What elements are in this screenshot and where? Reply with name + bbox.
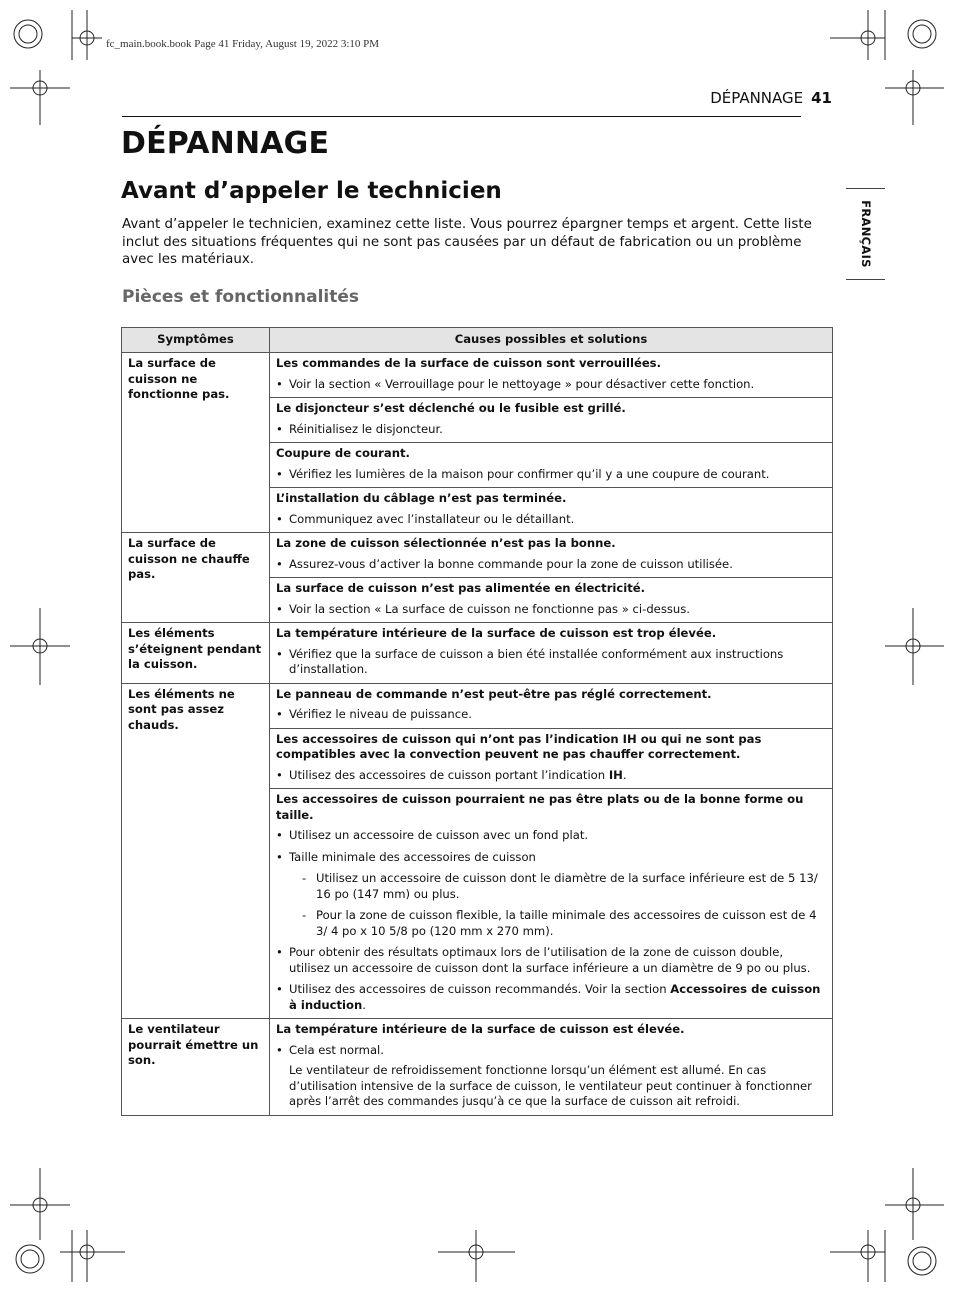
solution-item: • Pour obtenir des résultats optimaux lors de l’utilisation de la zone de cuisson double, utilisez un accessoire de cuisson dont la surface inférieure a un diamètre de 9 po ou plus. <box>276 945 826 976</box>
symptom-cell: Les éléments ne sont pas assez chauds. <box>122 683 270 1019</box>
solution-item: • Voir la section « La surface de cuisson ne fonctionne pas » ci-dessus. <box>276 602 826 618</box>
cause-cell <box>270 683 833 728</box>
cause-text: La température intérieure de la surface de cuisson est élevée. <box>276 1022 685 1036</box>
symptom-cell: Le ventilateur pourrait émettre un son. <box>122 1019 270 1116</box>
symptom-cell: Les éléments s’éteignent pendant la cuisson. <box>122 623 270 684</box>
cause-text: Le panneau de commande n’est peut-être pas réglé correctement. <box>276 686 712 701</box>
solution-item: • Assurez-vous d’activer la bonne commande pour la zone de cuisson utilisée. <box>276 557 826 573</box>
solution-item: • Utilisez un accessoire de cuisson avec un fond plat. <box>276 828 826 844</box>
cause-cell <box>270 578 833 623</box>
solution-item: • Communiquez avec l’installateur ou le détaillant. <box>276 512 826 528</box>
running-header-section: DÉPANNAGE <box>710 89 804 107</box>
cause-text: La zone de cuisson sélectionnée n’est pas la bonne. <box>276 536 616 550</box>
solution-item: • Taille minimale des accessoires de cuisson - Utilisez un accessoire de cuisson dont le diamètre de la surface inférieure est de 5 13/ 16 po (147 mm) ou plus. - Pour la zone de cuisson flexible, la taille minimale des accessoires de cuisson est de 4 3/ 4 po x 10 5/8 po (120 mm x 270 mm). <box>276 850 826 940</box>
cause-text: Les accessoires de cuisson pourraient ne pas être plats ou de la bonne forme ou taille. <box>276 792 804 822</box>
cause-cell <box>270 353 833 398</box>
cause-text: Le disjoncteur s’est déclenché ou le fusible est grillé. <box>276 401 626 415</box>
cause-cell <box>270 443 833 488</box>
table-row <box>122 683 833 728</box>
solution-item: • Vérifiez que la surface de cuisson a bien été installée conformément aux instructions d’installation. <box>276 647 826 678</box>
language-tab-label: FRANÇAIS <box>858 200 873 268</box>
table-row <box>122 353 833 398</box>
language-tab <box>846 188 885 280</box>
sub-solution-item: - Utilisez un accessoire de cuisson dont le diamètre de la surface inférieure est de 5 13/ 16 po (147 mm) ou plus. <box>289 871 826 902</box>
cause-text: Coupure de courant. <box>276 446 410 460</box>
print-slug: fc_main.book.book Page 41 Friday, August 19, 2022 3:10 PM <box>106 38 380 50</box>
solution-item: • Voir la section « Verrouillage pour le nettoyage » pour désactiver cette fonction. <box>276 377 826 393</box>
table-row <box>122 533 833 578</box>
cause-text: Les accessoires de cuisson qui n’ont pas l’indication IH ou qui ne sont pas compatibles avec la convection peuvent ne pas chauffer correctement. <box>276 731 762 761</box>
section-heading: Pièces et fonctionnalités <box>122 287 360 307</box>
cause-text: La température intérieure de la surface de cuisson est trop élevée. <box>276 626 717 640</box>
solution-note: Le ventilateur de refroidissement fonctionne lorsqu’un élément est allumé. En cas d’utilisation intensive de la surface de cuisson, le ventilateur peut continuer à fonctionner après l’arrêt des commandes jusqu’à ce que la surface de cuisson ait refroidi. <box>289 1063 812 1108</box>
column-header-causes: Causes possibles et solutions <box>270 328 833 353</box>
cause-cell <box>270 488 833 533</box>
cause-cell <box>270 533 833 578</box>
solution-item: • Vérifiez les lumières de la maison pour confirmer qu’il y a une coupure de courant. <box>276 467 826 483</box>
intro-paragraph: Avant d’appeler le technicien, examinez cette liste. Vous pourrez épargner temps et argent. Cette liste inclut des situations fréquentes qui ne sont pas causées par un défaut de fabrication ou un problème avec les matériaux. <box>122 217 812 267</box>
cause-cell <box>270 623 833 684</box>
troubleshooting-table <box>121 327 833 1116</box>
table-header-row <box>122 328 833 353</box>
page-title: DÉPANNAGE <box>121 126 330 161</box>
cause-cell <box>270 728 833 789</box>
page-number: 41 <box>811 89 832 107</box>
cause-cell <box>270 398 833 443</box>
solution-item: • Réinitialisez le disjoncteur. <box>276 422 826 438</box>
cause-text: Les commandes de la surface de cuisson sont verrouillées. <box>276 356 661 370</box>
solution-item: • Utilisez des accessoires de cuisson portant l’indication IH. <box>276 768 826 784</box>
cause-text: L’installation du câblage n’est pas terminée. <box>276 491 567 505</box>
cause-text: La surface de cuisson n’est pas alimentée en électricité. <box>276 581 646 595</box>
solution-item: • Cela est normal. Le ventilateur de refroidissement fonctionne lorsqu’un élément est allumé. En cas d’utilisation intensive de la surface de cuisson, le ventilateur peut continuer à fonctionner après l’arrêt des commandes jusqu’à ce que la surface de cuisson ait refroidi. <box>276 1043 826 1110</box>
table-row <box>122 1019 833 1116</box>
running-header <box>710 89 832 107</box>
table-row <box>122 623 833 684</box>
solution-item: • Utilisez des accessoires de cuisson recommandés. Voir la section Accessoires de cuisson à induction. <box>276 982 826 1013</box>
header-rule <box>122 116 801 117</box>
symptom-cell: La surface de cuisson ne fonctionne pas. <box>122 353 270 533</box>
section-subtitle: Avant d’appeler le technicien <box>121 178 502 204</box>
symptom-cell: La surface de cuisson ne chauffe pas. <box>122 533 270 623</box>
sub-solution-item: - Pour la zone de cuisson flexible, la taille minimale des accessoires de cuisson est de 4 3/ 4 po x 10 5/8 po (120 mm x 270 mm). <box>289 908 826 939</box>
cause-cell <box>270 789 833 1019</box>
solution-item: • Vérifiez le niveau de puissance. <box>276 707 826 723</box>
column-header-symptoms: Symptômes <box>122 328 270 353</box>
cause-cell <box>270 1019 833 1116</box>
